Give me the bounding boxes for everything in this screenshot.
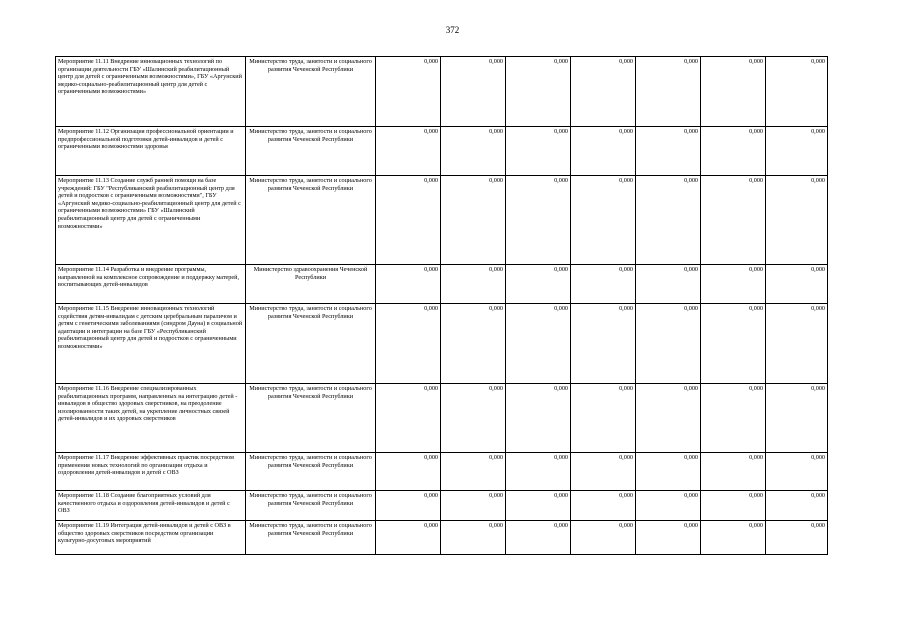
value-cell: 0,000: [506, 521, 571, 555]
value-cell: 0,000: [441, 304, 506, 384]
value-cell: 0,000: [766, 491, 828, 521]
value-cell: 0,000: [441, 453, 506, 491]
activity-name-cell: Мероприятие 11.18 Создание благоприятных условий для качественного отдыха и оздоровления детей-инвалидов и детей с ОВЗ: [56, 491, 246, 521]
value-cell: 0,000: [441, 127, 506, 176]
value-cell: 0,000: [636, 265, 701, 304]
value-cell: 0,000: [441, 265, 506, 304]
value-cell: 0,000: [376, 265, 441, 304]
value-cell: 0,000: [571, 265, 636, 304]
value-cell: 0,000: [636, 127, 701, 176]
table-row: [56, 57, 828, 127]
value-cell: 0,000: [376, 176, 441, 265]
value-cell: 0,000: [701, 384, 766, 453]
responsible-cell: Министерство здравоохранения Чеченской Республики: [246, 265, 376, 304]
activity-name-cell: Мероприятие 11.11 Внедрение инновационных технологий по организации деятельности ГБУ «Шалинский реабилитационный центр для детей с ограниченными возможностями», ГБУ «Аргунский медико-социально-реабилитационный центр для детей с ограниченными возможностями»: [56, 57, 246, 127]
value-cell: 0,000: [571, 57, 636, 127]
activity-name-cell: Мероприятие 11.19 Интеграция детей-инвалидов и детей с ОВЗ в общество здоровых сверстников посредством организации культурно-досуговых мероприятий: [56, 521, 246, 555]
value-cell: 0,000: [571, 176, 636, 265]
value-cell: 0,000: [636, 304, 701, 384]
value-cell: 0,000: [766, 521, 828, 555]
value-cell: 0,000: [701, 127, 766, 176]
responsible-cell: Министерство труда, занятости и социального развития Чеченской Республики: [246, 57, 376, 127]
table-row: [56, 176, 828, 265]
value-cell: 0,000: [571, 127, 636, 176]
table-row: [56, 127, 828, 176]
value-cell: 0,000: [636, 384, 701, 453]
value-cell: 0,000: [376, 453, 441, 491]
value-cell: 0,000: [441, 384, 506, 453]
value-cell: 0,000: [766, 453, 828, 491]
program-table: [55, 56, 828, 555]
value-cell: 0,000: [701, 176, 766, 265]
value-cell: 0,000: [376, 127, 441, 176]
value-cell: 0,000: [766, 265, 828, 304]
table-row: [56, 304, 828, 384]
value-cell: 0,000: [636, 453, 701, 491]
table-row: [56, 384, 828, 453]
value-cell: 0,000: [441, 491, 506, 521]
activity-name-cell: Мероприятие 11.16 Внедрение специализированных реабилитационных программ, направленных на интеграцию детей - инвалидов в общество здоровых сверстников, на преодоление изолированности таких детей, на укрепление личностных связей детей-инвалидов и их здоровых сверстников: [56, 384, 246, 453]
value-cell: 0,000: [701, 521, 766, 555]
value-cell: 0,000: [441, 521, 506, 555]
responsible-cell: Министерство труда, занятости и социального развития Чеченской Республики: [246, 127, 376, 176]
value-cell: 0,000: [701, 304, 766, 384]
value-cell: 0,000: [766, 304, 828, 384]
value-cell: 0,000: [766, 127, 828, 176]
value-cell: 0,000: [766, 57, 828, 127]
value-cell: 0,000: [441, 176, 506, 265]
value-cell: 0,000: [636, 521, 701, 555]
value-cell: 0,000: [506, 491, 571, 521]
responsible-cell: Министерство труда, занятости и социального развития Чеченской Республики: [246, 176, 376, 265]
value-cell: 0,000: [506, 265, 571, 304]
value-cell: 0,000: [701, 265, 766, 304]
responsible-cell: Министерство труда, занятости и социального развития Чеченской Республики: [246, 453, 376, 491]
value-cell: 0,000: [571, 491, 636, 521]
value-cell: 0,000: [506, 127, 571, 176]
value-cell: 0,000: [376, 384, 441, 453]
activity-name-cell: Мероприятие 11.15 Внедрение инновационных технологий содействия детям-инвалидам с детским церебральным параличом и детям с генетическими заболеваниями (синдром Дауна) в социальной адаптации и интеграции на базе ГБУ «Республиканский реабилитационный центр для детей и подростков с ограниченными возможностями»: [56, 304, 246, 384]
table-row: [56, 453, 828, 491]
value-cell: 0,000: [506, 176, 571, 265]
responsible-cell: Министерство труда, занятости и социального развития Чеченской Республики: [246, 384, 376, 453]
table-row: [56, 265, 828, 304]
value-cell: 0,000: [571, 304, 636, 384]
value-cell: 0,000: [701, 57, 766, 127]
responsible-cell: Министерство труда, занятости и социального развития Чеченской Республики: [246, 304, 376, 384]
value-cell: 0,000: [376, 304, 441, 384]
value-cell: 0,000: [701, 491, 766, 521]
activity-name-cell: Мероприятие 11.14 Разработка и внедрение программы, направленной на комплексное сопровождение и поддержку матерей, воспитывающих детей-инвалидов: [56, 265, 246, 304]
responsible-cell: Министерство труда, занятости и социального развития Чеченской Республики: [246, 521, 376, 555]
value-cell: 0,000: [376, 491, 441, 521]
value-cell: 0,000: [571, 384, 636, 453]
activity-name-cell: Мероприятие 11.13 Создание служб ранней помощи на базе учреждений: ГБУ "Республиканский реабилитационный центр для детей и подростков с ограниченными возможностями", ГБУ «Аргунский медико-социально-реабилитационный центр для детей с ограниченными возможностями» ГБУ «Шалинский реабилитационный центр для детей с ограниченными возможностями»: [56, 176, 246, 265]
value-cell: 0,000: [506, 453, 571, 491]
value-cell: 0,000: [506, 57, 571, 127]
value-cell: 0,000: [636, 176, 701, 265]
responsible-cell: Министерство труда, занятости и социального развития Чеченской Республики: [246, 491, 376, 521]
value-cell: 0,000: [766, 176, 828, 265]
page-number: 372: [445, 25, 460, 35]
table-row: [56, 521, 828, 555]
table-body: [56, 57, 828, 555]
value-cell: 0,000: [506, 304, 571, 384]
value-cell: 0,000: [506, 384, 571, 453]
value-cell: 0,000: [441, 57, 506, 127]
value-cell: 0,000: [636, 57, 701, 127]
value-cell: 0,000: [376, 57, 441, 127]
activity-name-cell: Мероприятие 11.17 Внедрение эффективных практик посредством применения новых технологий по организации отдыха и оздоровления детей-инвалидов и детей с ОВЗ: [56, 453, 246, 491]
value-cell: 0,000: [766, 384, 828, 453]
value-cell: 0,000: [701, 453, 766, 491]
value-cell: 0,000: [571, 453, 636, 491]
value-cell: 0,000: [636, 491, 701, 521]
value-cell: 0,000: [571, 521, 636, 555]
value-cell: 0,000: [376, 521, 441, 555]
table-row: [56, 491, 828, 521]
activity-name-cell: Мероприятие 11.12 Организация профессиональной ориентации и предпрофессиональной подготовки детей-инвалидов и детей с ограниченными возможностями здоровья: [56, 127, 246, 176]
